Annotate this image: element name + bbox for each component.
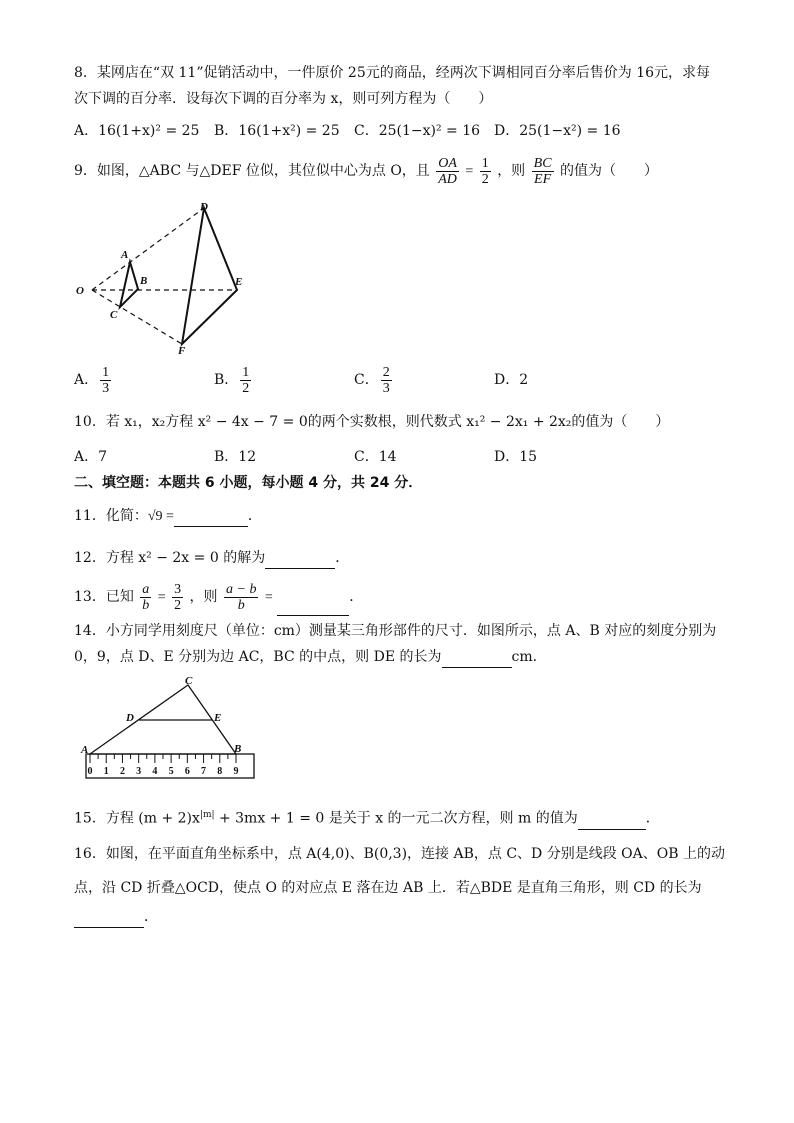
ruler-ticks — [90, 754, 236, 763]
label-d: D — [200, 201, 208, 213]
question-10-options — [74, 446, 724, 468]
question-12 — [74, 548, 724, 569]
label-b: B — [140, 275, 148, 287]
q13-fraction-a-b: $\frac{a}{b}$ — [142, 581, 150, 613]
question-10-stem: 10．若 x₁，x₂方程 x² − 4x − 7 = 0的两个实数根，则代数式 x₁² − 2x₁ + 2x₂的值为（ ） — [74, 414, 670, 430]
answer-blank-15[interactable] — [578, 809, 646, 830]
ruler-number: 5 — [168, 766, 174, 777]
q9-post: 的值为（ ） — [559, 163, 658, 179]
section-fill-in-heading: 二、填空题：本题共 6 小题，每小题 4 分，共 24 分． — [74, 475, 423, 491]
label-e: E — [235, 276, 243, 288]
q13-fraction-a-minus-b: $\frac{a - b}{b}$ — [226, 581, 257, 613]
answer-blank-12[interactable] — [265, 548, 335, 569]
question-13 — [74, 579, 724, 615]
option-d[interactable]: D．15 — [494, 449, 538, 465]
q15-mid: + 3mx + 1 = 0 是关于 x 的一元二次方程，则 m 的值为 — [214, 810, 578, 827]
option-b[interactable]: B．16(1+x²) = 25 — [214, 123, 340, 139]
q9-pre: 9．如图，△ABC 与△DEF 位似，其位似中心为点 O，且 — [74, 163, 430, 179]
q9-equals: = — [465, 164, 474, 179]
q9-fraction-half: $\frac{1}{2}$ — [481, 155, 489, 187]
answer-blank-11[interactable] — [174, 506, 248, 527]
label-a: A — [121, 249, 129, 261]
answer-blank-14[interactable] — [442, 647, 512, 668]
q12-pre: 12．方程 x² − 2x = 0 的解为 — [74, 550, 266, 566]
q14-line2-pre: 0，9，点 D、E 分别为边 AC，BC 的中点，则 DE 的长为 — [74, 649, 442, 665]
q9-homothety-figure — [70, 198, 260, 358]
ruler-number: 4 — [152, 766, 158, 777]
label-e: E — [214, 712, 222, 724]
ruler-number: 9 — [233, 766, 239, 777]
answer-blank-16[interactable] — [74, 907, 144, 928]
label-f: F — [178, 345, 186, 357]
q13-mid: ，则 — [189, 589, 218, 605]
ruler-number: 6 — [184, 766, 190, 777]
q15-pre: 15．方程 (m + 2)x — [74, 810, 200, 827]
q9-fraction-bc-ef: $\frac{BC}{EF}$ — [533, 155, 552, 187]
q14-ruler-triangle-figure — [78, 674, 268, 784]
q11-expression: √9 = — [147, 509, 174, 524]
question-9-options — [74, 362, 724, 398]
option-c[interactable]: C．14 — [354, 449, 397, 465]
option-c[interactable]: C．25(1−x)² = 16 — [354, 123, 481, 139]
q15-post: ． — [645, 810, 660, 827]
ruler-number: 0 — [87, 766, 93, 777]
q13-post: ． — [349, 589, 364, 605]
q11-post: ． — [247, 508, 262, 524]
q13-pre: 13．已知 — [74, 589, 134, 605]
q9-fraction-oa-ad: $\frac{OA}{AD}$ — [438, 155, 457, 187]
ruler-number: 7 — [201, 766, 207, 777]
option-d[interactable]: D．2 — [494, 372, 529, 388]
label-a: A — [81, 744, 89, 756]
label-c: C — [110, 309, 118, 321]
label-b: B — [234, 743, 242, 755]
option-c[interactable]: C． $\frac{2}{3}$ — [354, 364, 390, 396]
option-b[interactable]: B． $\frac{1}{2}$ — [214, 364, 250, 396]
q13-equals-1: = — [157, 590, 166, 605]
ruler-number: 1 — [103, 766, 109, 777]
ruler-number: 3 — [136, 766, 142, 777]
q9-mid: ，则 — [497, 163, 526, 179]
question-16-line-1: 16．如图，在平面直角坐标系中，点 A(4,0)、B(0,3)，连接 AB，点 C、D 分别是线段 OA、OB 上的动 — [74, 846, 725, 862]
question-14-line-1: 14．小方同学用刻度尺（单位：cm）测量某三角形部件的尺寸．如图所示，点 A、B 对应的刻度分别为 — [74, 623, 717, 639]
option-b[interactable]: B．12 — [214, 449, 257, 465]
question-9-stem — [74, 153, 724, 189]
question-16-line-3 — [74, 907, 724, 928]
label-c: C — [185, 675, 193, 687]
ruler-number: 8 — [217, 766, 223, 777]
question-16-line-2: 点，沿 CD 折叠△OCD，使点 O 的对应点 E 落在边 AB 上．若△BDE 是直角三角形，则 CD 的长为 — [74, 880, 702, 896]
ruler-number: 2 — [119, 766, 125, 777]
ruler-numbers — [88, 766, 239, 777]
label-d: D — [126, 712, 134, 724]
q14-line2-post: cm． — [511, 649, 547, 665]
answer-blank-13[interactable] — [277, 579, 349, 616]
question-8-line-2: 次下调的百分率．设每次下调的百分率为 x，则可列方程为（ ） — [74, 91, 493, 107]
question-15 — [74, 805, 724, 830]
question-8-line-1: 8．某网店在“双 11”促销活动中，一件原价 25元的商品，经两次下调相同百分率后售价为 16元，求每 — [74, 65, 711, 81]
option-a[interactable]: A． $\frac{1}{3}$ — [74, 364, 110, 396]
q11-pre: 11．化简： — [74, 508, 148, 524]
option-a[interactable]: A．7 — [74, 449, 108, 465]
option-d[interactable]: D．25(1−x²) = 16 — [494, 123, 621, 139]
q13-equals-2: = — [264, 590, 273, 605]
question-8-options — [74, 120, 724, 142]
question-14-line-2 — [74, 647, 724, 668]
q12-post: ． — [335, 550, 350, 566]
q16-post: ． — [144, 909, 158, 925]
q13-fraction-3-2: $\frac{3}{2}$ — [174, 581, 182, 613]
option-a[interactable]: A．16(1+x)² = 25 — [74, 123, 200, 139]
q15-exponent: |m| — [199, 810, 215, 820]
label-o: O — [76, 285, 84, 297]
question-11 — [74, 506, 724, 527]
